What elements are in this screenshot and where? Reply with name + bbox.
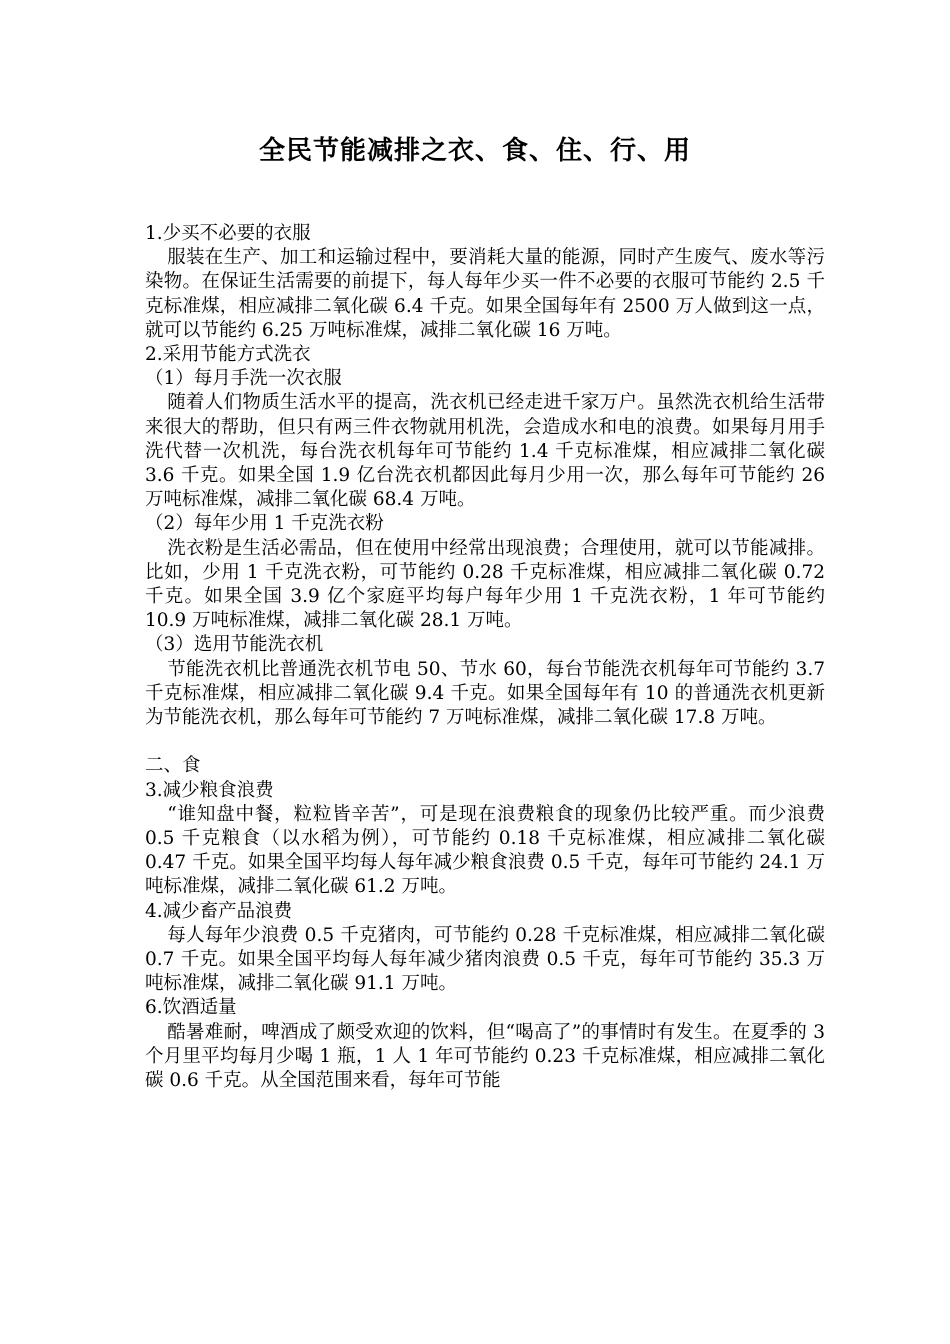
blank-line xyxy=(145,730,825,754)
paragraph-energy-saving-washer: 节能洗衣机比普通洗衣机节电 50、节水 60，每台节能洗衣机每年可节能约 3.7 千克标准煤，相应减排二氧化碳 9.4 千克。如果全国每年有 10 的普通洗衣机更新为节能洗衣机，那么每年可节能约 7 万吨标准煤，减排二氧化碳 17.8 万吨。 xyxy=(145,658,825,729)
paragraph-detergent: 洗衣粉是生活必需品，但在使用中经常出现浪费；合理使用，就可以节能减排。比如，少用 1 千克洗衣粉，可节能约 0.28 千克标准煤，相应减排二氧化碳 0.72 千克。如果全国 3.9 亿个家庭平均每户每年少用 1 千克洗衣粉，1 年可节能约 10.9 万吨标准煤，减排二氧化碳 28.1 万吨。 xyxy=(145,537,825,632)
subheading-energy-saving-washer: （3）选用节能洗衣机 xyxy=(145,634,324,656)
subheading-detergent: （2）每年少用 1 千克洗衣粉 xyxy=(145,513,384,535)
section-heading-clothes: 1.少买不必要的衣服 xyxy=(145,223,311,244)
subheading-hand-wash: （1）每月手洗一次衣服 xyxy=(145,368,342,390)
paragraph-meat-waste: 每人每年少浪费 0.5 千克猪肉，可节能约 0.28 千克标准煤，相应减排二氧化碳 0.7 千克。如果全国平均每人每年减少猪肉浪费 0.5 千克，每年可节能约 35.3 万吨标准煤，减排二氧化碳 91.1 万吨。 xyxy=(145,924,825,995)
document-title: 全民节能减排之衣、食、住、行、用 xyxy=(258,136,691,166)
section-heading-meat-waste: 4.减少畜产品浪费 xyxy=(145,900,293,922)
section-heading-washing: 2.采用节能方式洗衣 xyxy=(145,344,311,366)
paragraph-hand-wash: 随着人们物质生活水平的提高，洗衣机已经走进千家万户。虽然洗衣机给生活带来很大的帮助，但只有两三件衣物就用机洗，会造成水和电的浪费。如果每月用手洗代替一次机洗，每台洗衣机每年可节能约 1.4 千克标准煤，相应减排二氧化碳 3.6 千克。如果全国 1.9 亿台洗衣机都因此每月少用一次，那么每年可节能约 26 万吨标准煤，减排二氧化碳 68.4 万吨。 xyxy=(145,392,825,511)
document-body xyxy=(145,222,825,1093)
paragraph-clothes: 服装在生产、加工和运输过程中，要消耗大量的能源，同时产生废气、废水等污染物。在保证生活需要的前提下，每人每年少买一件不必要的衣服可节能约 2.5 千克标准煤，相应减排二氧化碳 6.4 千克。如果全国每年有 2500 万人做到这一点，就可以节能约 6.25 万吨标准煤，减排二氧化碳 16 万吨。 xyxy=(145,247,825,341)
section-heading-drinking: 6.饮酒适量 xyxy=(145,997,237,1019)
chapter-heading-food: 二、食 xyxy=(145,755,201,777)
paragraph-grain-waste: “谁知盘中餐，粒粒皆辛苦”，可是现在浪费粮食的现象仍比较严重。而少浪费 0.5 千克粮食（以水稻为例），可节能约 0.18 千克标准煤，相应减排二氧化碳 0.47 千克。如果全国平均每人每年减少粮食浪费 0.5 千克，每年可节能约 24.1 万吨标准煤，减排二氧化碳 61.2 万吨。 xyxy=(145,803,825,898)
paragraph-drinking: 酷暑难耐，啤酒成了颇受欢迎的饮料，但“喝高了”的事情时有发生。在夏季的 3 个月里平均每月少喝 1 瓶，1 人 1 年可节能约 0.23 千克标准煤，相应减排二氧化碳 0.6 千克。从全国范围来看，每年可节能 xyxy=(145,1021,825,1092)
section-heading-grain-waste: 3.减少粮食浪费 xyxy=(145,779,274,801)
